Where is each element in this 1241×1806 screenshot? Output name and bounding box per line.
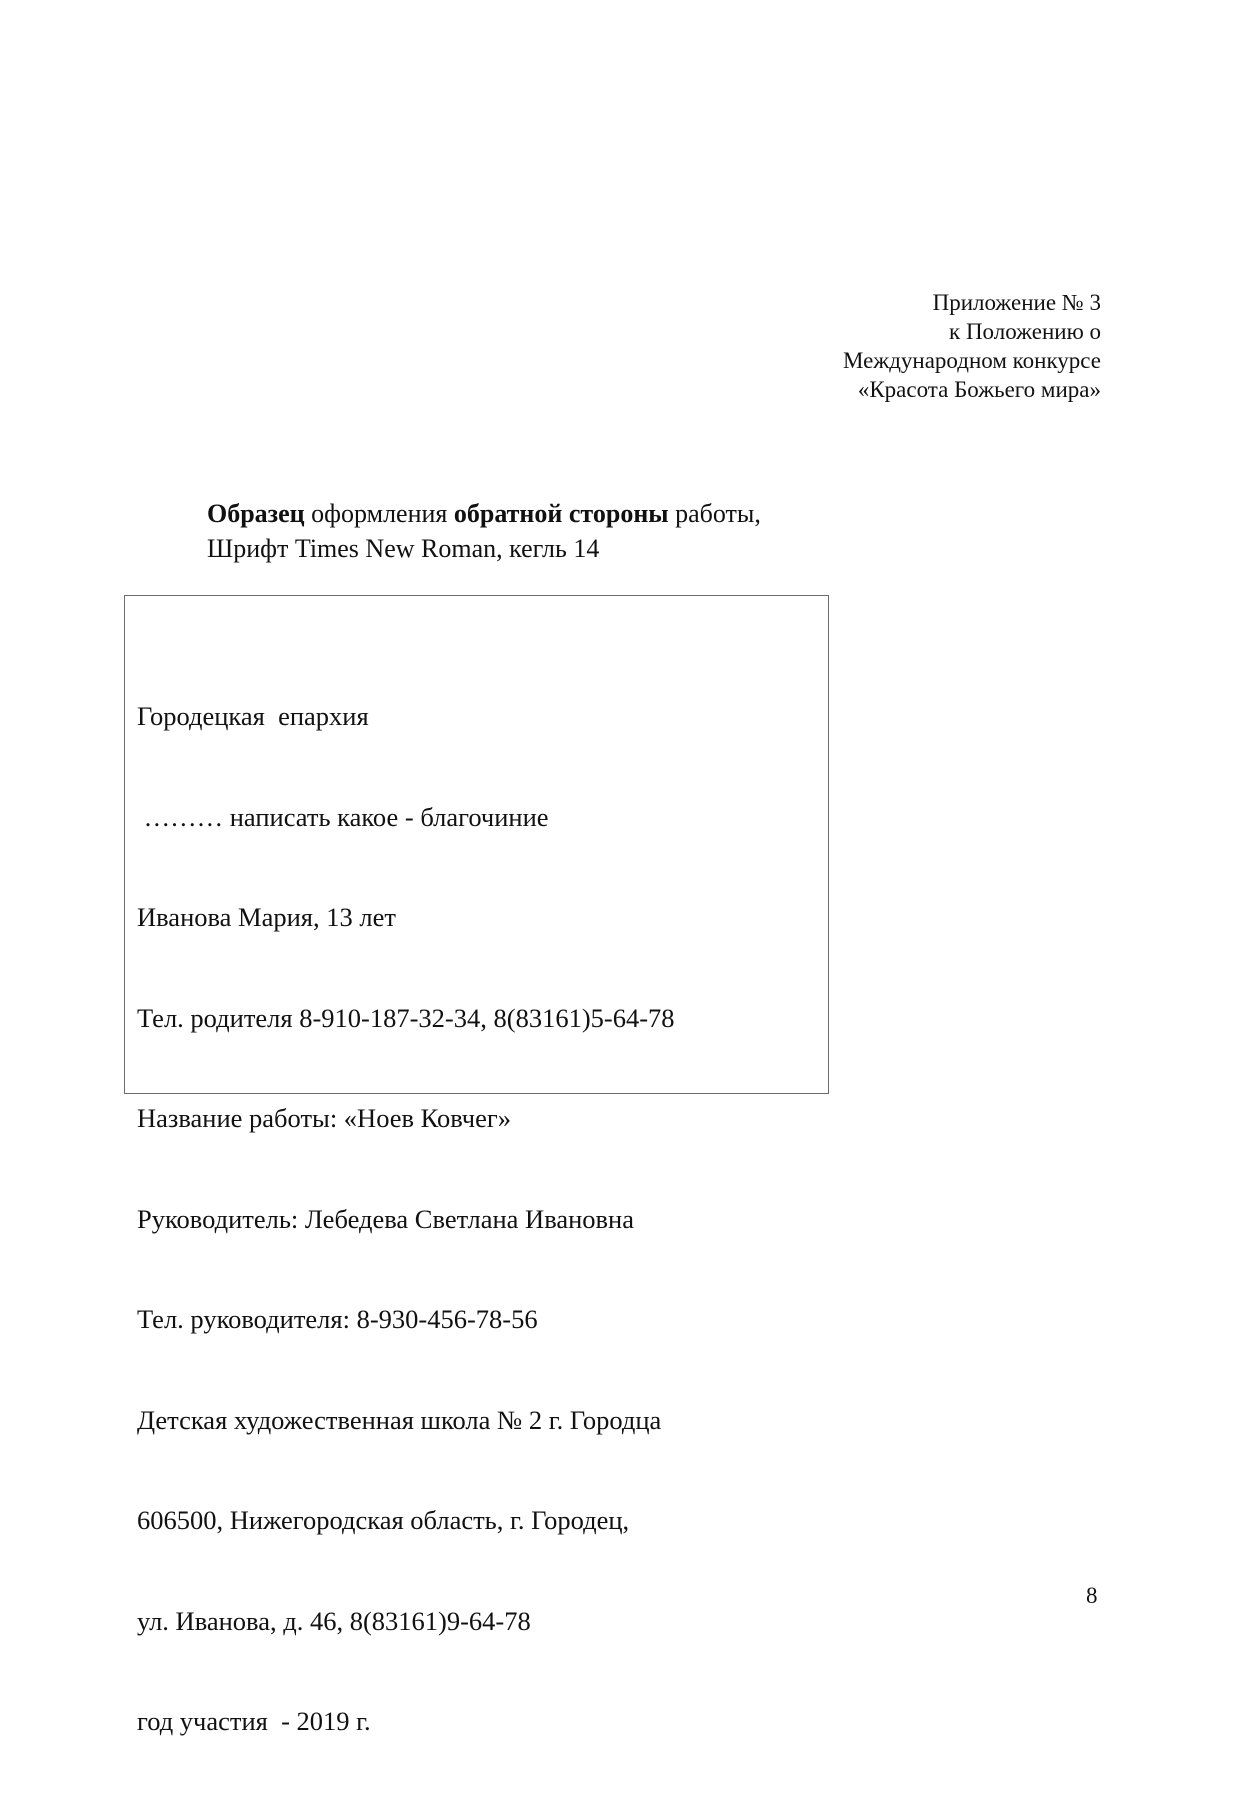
sample-line: Название работы: «Ноев Ковчег» <box>137 1103 511 1133</box>
sample-line: 606500, Нижегородская область, г. Городец, <box>137 1505 630 1535</box>
sample-line: Руководитель: Лебедева Светлана Ивановна <box>137 1203 635 1234</box>
page-number: 8 <box>1086 1583 1098 1608</box>
sample-line: ……… написать какое - благочиние <box>137 801 549 832</box>
caption-text: оформления <box>304 499 454 528</box>
appendix-header <box>843 288 1101 404</box>
appendix-line: к Положению о <box>949 319 1101 344</box>
appendix-line: Международном конкурсе <box>842 348 1101 373</box>
sample-caption <box>207 496 761 566</box>
sample-line: Городецкая епархия <box>137 701 369 731</box>
appendix-line: «Красота Божьего мира» <box>857 377 1101 402</box>
sample-line: Иванова Мария, 13 лет <box>137 902 396 932</box>
appendix-line: Приложение № 3 <box>932 290 1101 315</box>
sample-label-box <box>124 595 829 1736</box>
caption-bold-back-side: обратной стороны <box>453 499 669 528</box>
caption-text: работы, <box>668 499 761 528</box>
caption-line-2: Шрифт Times New Roman, кегль 14 <box>207 534 600 563</box>
sample-line: год участия - 2019 г. <box>137 1706 371 1736</box>
caption-bold-sample: Образец <box>207 499 305 528</box>
sample-line: Тел. родителя 8-910-187-32-34, 8(83161)5-64-78 <box>137 1002 675 1033</box>
sample-line: ул. Иванова, д. 46, 8(83161)9-64-78 <box>137 1605 531 1636</box>
sample-line: Детская художественная школа № 2 г. Городца <box>137 1404 662 1435</box>
sample-line: Тел. руководителя: 8-930-456-78-56 <box>137 1304 538 1334</box>
caption-line-1 <box>207 496 761 531</box>
sample-label-text <box>137 633 675 1806</box>
